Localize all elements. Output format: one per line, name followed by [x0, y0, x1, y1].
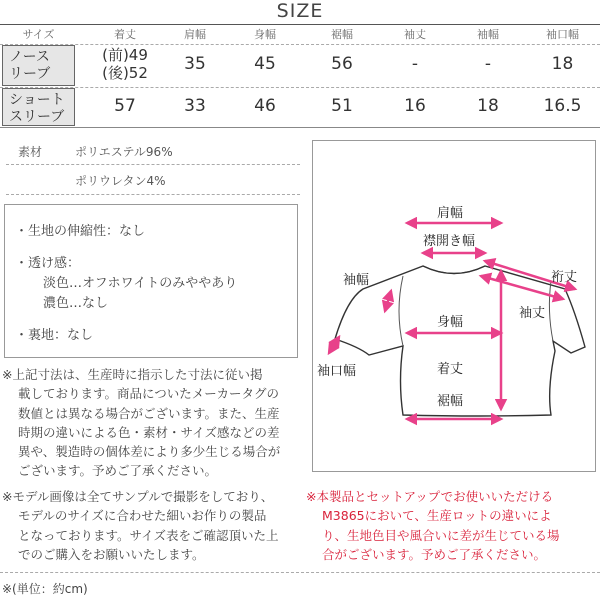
- disclaimer-line: ございます。予めご了承ください。: [18, 463, 218, 479]
- cuff-arrow: [329, 337, 339, 353]
- setup-note-line: M3865において、生産ロットの違いによ: [322, 508, 552, 524]
- setup-note: [306, 487, 560, 564]
- disclaimer-line: 時期の違いによる色・素材・サイズ感などの差: [18, 424, 280, 440]
- cell-shoulder: 33: [184, 96, 206, 116]
- setup-note-line: ※本製品とセットアップでお使いいただける: [306, 489, 554, 504]
- cell-sleeve-length: -: [411, 54, 419, 74]
- material-line-1: ポリエステル96%: [75, 145, 173, 159]
- setup-note-line: り、生地色目や風合いに差が生じている場: [322, 527, 560, 543]
- material-divider: [6, 164, 300, 165]
- label-shoulder: 肩幅: [437, 206, 464, 221]
- model-note-line: ※モデル画像は全てサンプルで撮影をしており、: [2, 489, 274, 504]
- cell-hem: 51: [331, 96, 353, 116]
- model-note-line: となっております。サイズ表をご確認頂いた上: [18, 527, 279, 543]
- cell-length: [84, 46, 166, 82]
- table-bottom-border: [0, 127, 600, 128]
- row-label-line: リーブ: [9, 66, 51, 82]
- row-label-line: ノース: [9, 49, 50, 65]
- label-sleeve-width: 袖幅: [343, 273, 370, 288]
- cell-length: 57: [114, 96, 136, 116]
- size-disclaimer: [2, 365, 280, 481]
- label-yuki: 裄丈: [551, 270, 578, 285]
- disclaimer-line: 数値とは異なる場合がございます。また、生産: [18, 405, 280, 421]
- col-header-sleeve-length: 袖丈: [404, 28, 426, 41]
- material-divider: [6, 194, 300, 195]
- cell-length-back: (後)52: [102, 64, 148, 82]
- cell-cuff: 18: [551, 54, 574, 74]
- cell-sleeve-width: 18: [477, 96, 499, 116]
- fabric-notes-box: [4, 204, 298, 358]
- disclaimer-line: ※上記寸法は、生産時に指示した寸法に従い掲: [2, 367, 263, 382]
- table-divider: [0, 44, 600, 45]
- model-note-line: モデルのサイズに合わせた細いお作りの製品: [18, 508, 267, 524]
- size-table: [0, 27, 600, 126]
- cell-shoulder: 35: [184, 54, 206, 74]
- row-label-shortsleeve: [2, 88, 75, 126]
- cell-length-front: (前)49: [102, 46, 148, 64]
- row-label-nosleeve: [2, 45, 75, 86]
- title-divider: [0, 24, 600, 25]
- cell-sleeve-length: 16: [404, 96, 426, 116]
- note-stretch: ・生地の伸縮性：なし: [15, 224, 146, 239]
- note-lining: ・裏地：なし: [15, 328, 94, 343]
- col-header-sleeve-width: 袖幅: [477, 28, 499, 41]
- page-title: SIZE: [276, 0, 324, 22]
- unit-note: ※(単位：約cm): [2, 582, 88, 596]
- cell-cuff: 16.5: [543, 96, 582, 116]
- sleeve-seam-right: [549, 281, 553, 341]
- model-note: [2, 487, 279, 564]
- cell-hem: 56: [331, 54, 353, 74]
- label-neck: 襟開き幅: [423, 234, 476, 249]
- tshirt-diagram: [313, 141, 597, 473]
- neckline: [423, 266, 485, 274]
- label-length: 着丈: [437, 362, 464, 377]
- cell-body: 46: [254, 96, 276, 116]
- measurement-diagram: [312, 140, 596, 472]
- table-divider: [0, 87, 600, 88]
- col-header-size: サイズ: [22, 28, 55, 41]
- cell-sleeve-width: -: [484, 54, 492, 74]
- disclaimer-line: 異や、製造時の個体差により多少生じる場合が: [18, 444, 281, 460]
- col-header-body: 身幅: [254, 28, 276, 41]
- sleeve-seam-left: [399, 276, 403, 346]
- col-header-hem: 裾幅: [331, 28, 353, 41]
- col-header-length: 着丈: [114, 28, 136, 41]
- sleeve-width-arrow: [385, 291, 391, 311]
- row-label-line: スリーブ: [9, 109, 65, 125]
- material-label: 素材: [18, 145, 43, 159]
- label-hem: 裾幅: [437, 394, 464, 409]
- col-header-shoulder: 肩幅: [184, 28, 206, 41]
- label-sleeve-length: 袖丈: [519, 306, 546, 321]
- note-dark-color: 濃色…なし: [43, 296, 109, 311]
- disclaimer-line: 載しております。商品についたメーカータグの: [18, 386, 280, 402]
- note-light-color: 淡色…オフホワイトのみややあり: [43, 276, 238, 291]
- col-header-cuff: 袖口幅: [546, 28, 579, 41]
- note-transparency: ・透け感：: [15, 256, 81, 271]
- cell-body: 45: [254, 54, 276, 74]
- label-body-width: 身幅: [437, 315, 464, 330]
- unit-divider: [0, 572, 600, 573]
- row-label-line: ショート: [9, 92, 65, 108]
- setup-note-line: 合がございます。予めご了承ください。: [322, 546, 547, 562]
- material-line-2: ポリウレタン4%: [75, 174, 166, 188]
- label-cuff: 袖口幅: [317, 364, 357, 379]
- model-note-line: でのご購入をお願いいたします。: [18, 546, 205, 562]
